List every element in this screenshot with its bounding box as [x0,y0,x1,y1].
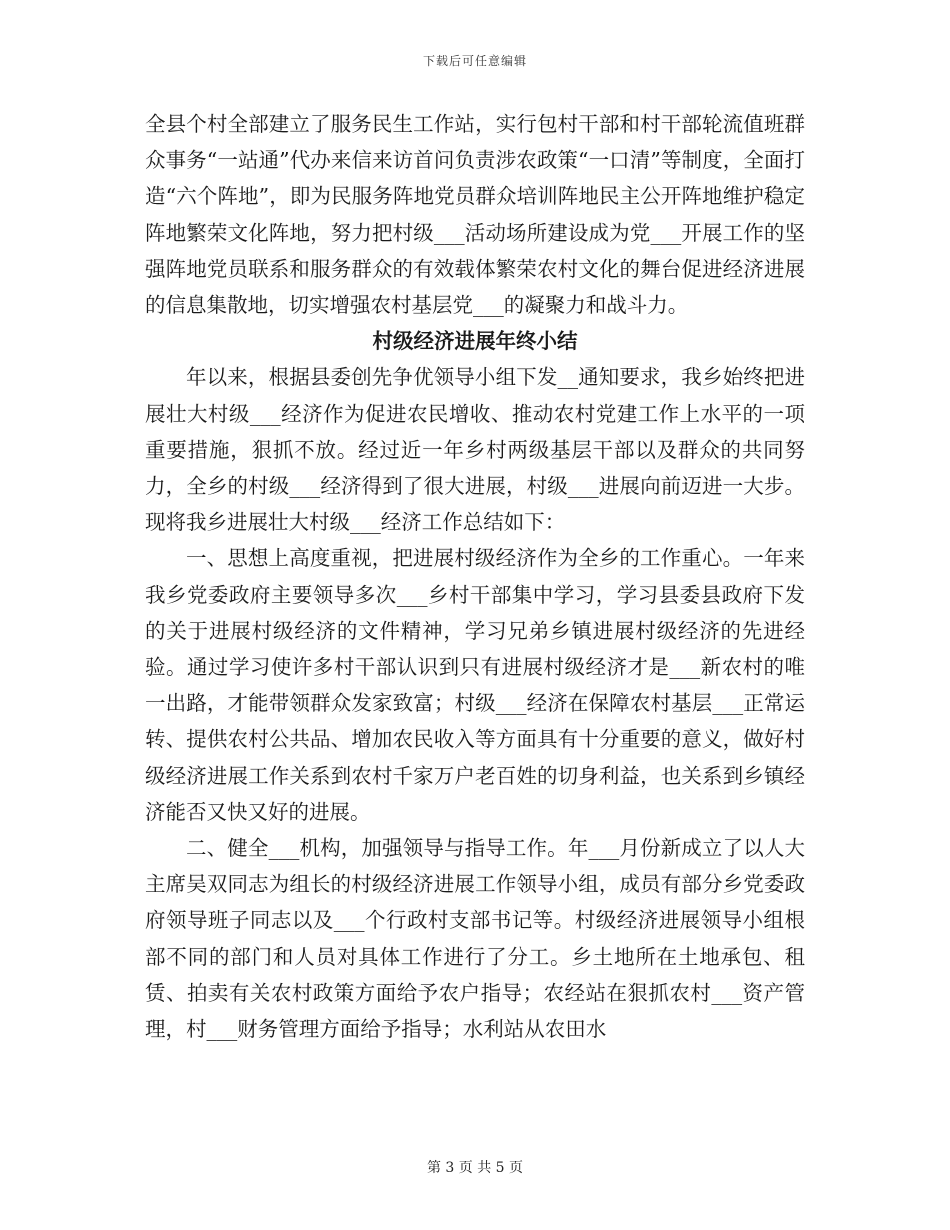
section-title: 村级经济进展年终小结 [372,329,578,354]
page-number: 第 3 页 共 5 页 [426,1160,524,1176]
page-header: 下载后可任意编辑 [422,54,527,68]
paragraph-point-one: 一、思想上高度重视，把进展村级经济作为全乡的工作重心。一年来我乡党委政府主要领导多次___乡村干部集中学习，学习县委县政府下发的关于进展村级经济的文件精神，学习兄弟乡镇进展村级经济的先进经验。通过学习使许多村干部认识到只有进展村级经济才是___新农村的唯一出路，才能带领群众发家致富；村级___经济在保障农村基层___正常运转、提供农村公共品、增加农民收入等方面具有十分重要的意义，做好村级经济进展工作关系到农村千家万户老百姓的切身利益，也关系到乡镇经济能否又快又好的进展。 [145,546,805,824]
paragraph-intro: 年以来，根据县委创先争优领导小组下发__通知要求，我乡始终把进展壮大村级___经济作为促进农民增收、推动农村党建工作上水平的一项重要措施，狠抓不放。经过近一年乡村两级基层干部以及群众的共同努力，全乡的村级___经济得到了很大进展，村级___进展向前迈进一大步。现将我乡进展壮大村级___经济工作总结如下： [145,365,805,535]
paragraph-point-two: 二、健全___机构，加强领导与指导工作。年___月份新成立了以人大主席吴双同志为组长的村级经济进展工作领导小组，成员有部分乡党委政府领导班子同志以及___个行政村支部书记等。村级经济进展领导小组根部不同的部门和人员对具体工作进行了分工。乡土地所在土地承包、租赁、拍卖有关农村政策方面给予农户指导；农经站在狠抓农村___资产管理，村___财务管理方面给予指导；水利站从农田水 [145,836,805,1042]
paragraph-continuation: 全县个村全部建立了服务民生工作站，实行包村干部和村干部轮流值班群众事务“一站通”代办来信来访首问负责涉农政策“一口清”等制度，全面打造“六个阵地”，即为民服务阵地党员群众培训阵地民主公开阵地维护稳定阵地繁荣文化阵地，努力把村级___活动场所建设成为党___开展工作的坚强阵地党员联系和服务群众的有效载体繁荣农村文化的舞台促进经济进展的信息集散地，切实增强农村基层党___的凝聚力和战斗力。 [145,112,805,318]
document-body [145,106,805,1047]
